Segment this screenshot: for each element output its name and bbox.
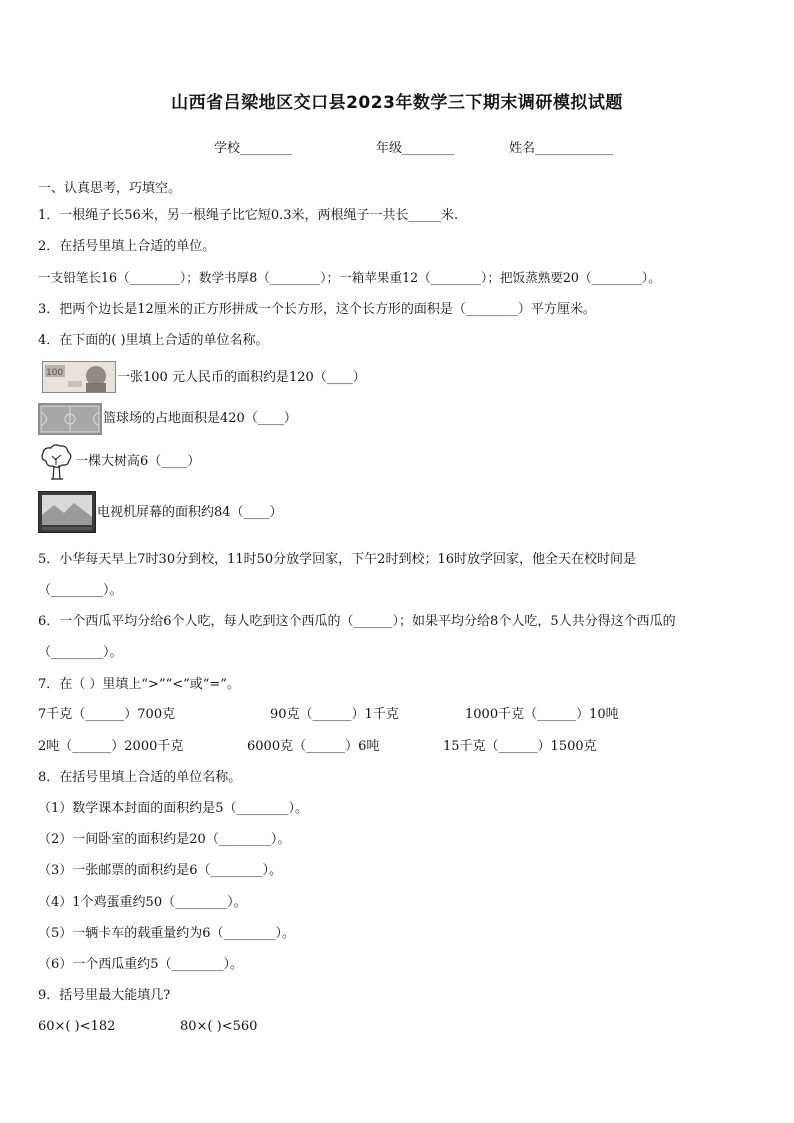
question-6-line-2: （________）。	[38, 645, 123, 660]
question-2-prompt: 2．在括号里填上合适的单位。	[38, 239, 216, 254]
page-title: 山西省吕梁地区交口县2023年数学三下期末调研模拟试题	[171, 93, 623, 113]
question-1: 1．一根绳子长56米，另一根绳子比它短0.3米，两根绳子一共长_____米.	[38, 208, 459, 223]
question-9-prompt: 9．括号里最大能填几?	[38, 988, 171, 1003]
basketball-court-image	[38, 403, 102, 435]
grade-field: 年级________	[376, 141, 455, 156]
question-9-item: 80×( )<560	[180, 1019, 258, 1034]
tv-image	[38, 491, 96, 533]
question-4-prompt: 4．在下面的( )里填上合适的单位名称。	[38, 333, 269, 348]
school-field: 学校________	[214, 141, 293, 156]
question-8-item: （2）一间卧室的面积约是20（________）。	[38, 832, 291, 847]
question-8-item: （4）1个鸡蛋重约50（________）。	[38, 895, 247, 910]
question-3: 3．把两个边长是12厘米的正方形拼成一个长方形，这个长方形的面积是（________）平方厘米。	[38, 302, 596, 317]
question-8-item: （1）数学课本封面的面积约是5（________）。	[38, 801, 309, 816]
question-7-item: 1000千克（______）10吨	[465, 707, 619, 722]
question-2-line: 一支铅笔长16（________）；数学书厚8（________）；一箱苹果重12（________）；把饭蒸熟要20（________）。	[38, 270, 661, 285]
question-7-item: 7千克（______）700克	[38, 707, 176, 722]
question-4-item-3: 一棵大树高6（____）	[75, 454, 201, 469]
svg-text:100: 100	[46, 368, 64, 378]
question-7-item: 2吨（______）2000千克	[38, 739, 184, 754]
question-7-item: 90克（______）1千克	[270, 707, 399, 722]
question-5-line-2: （________）。	[38, 583, 123, 598]
question-8-prompt: 8．在括号里填上合适的单位名称。	[38, 770, 242, 785]
tree-image	[38, 443, 74, 481]
question-9-item: 60×( )<182	[38, 1019, 116, 1034]
name-field: 姓名____________	[509, 141, 614, 156]
question-4-item-4: 电视机屏幕的面积约84（____）	[97, 505, 283, 520]
section-heading: 一、认真思考，巧填空。	[38, 181, 182, 196]
question-7-item: 6000克（______）6吨	[247, 739, 380, 754]
question-7-item: 15千克（______）1500克	[443, 739, 597, 754]
question-8-item: （5）一辆卡车的载重量约为6（________）。	[38, 926, 296, 941]
question-4-item-1: 一张100 元人民币的面积约是120（____）	[117, 370, 366, 385]
question-7-prompt: 7．在（ ）里填上“>”“<”或“=”。	[38, 677, 240, 692]
question-8-item: （3）一张邮票的面积约是6（________）。	[38, 863, 283, 878]
question-8-item: （6）一个西瓜重约5（________）。	[38, 957, 244, 972]
banknote-image	[42, 361, 116, 393]
question-5-line-1: 5．小华每天早上7时30分到校，11时50分放学回家，下午2时到校；16时放学回家，他全天在校时间是	[38, 552, 636, 567]
question-4-item-2: 篮球场的占地面积是420（____）	[103, 411, 297, 426]
question-6-line-1: 6．一个西瓜平均分给6个人吃，每人吃到这个西瓜的（______）；如果平均分给8个人吃，5人共分得这个西瓜的	[38, 614, 676, 629]
